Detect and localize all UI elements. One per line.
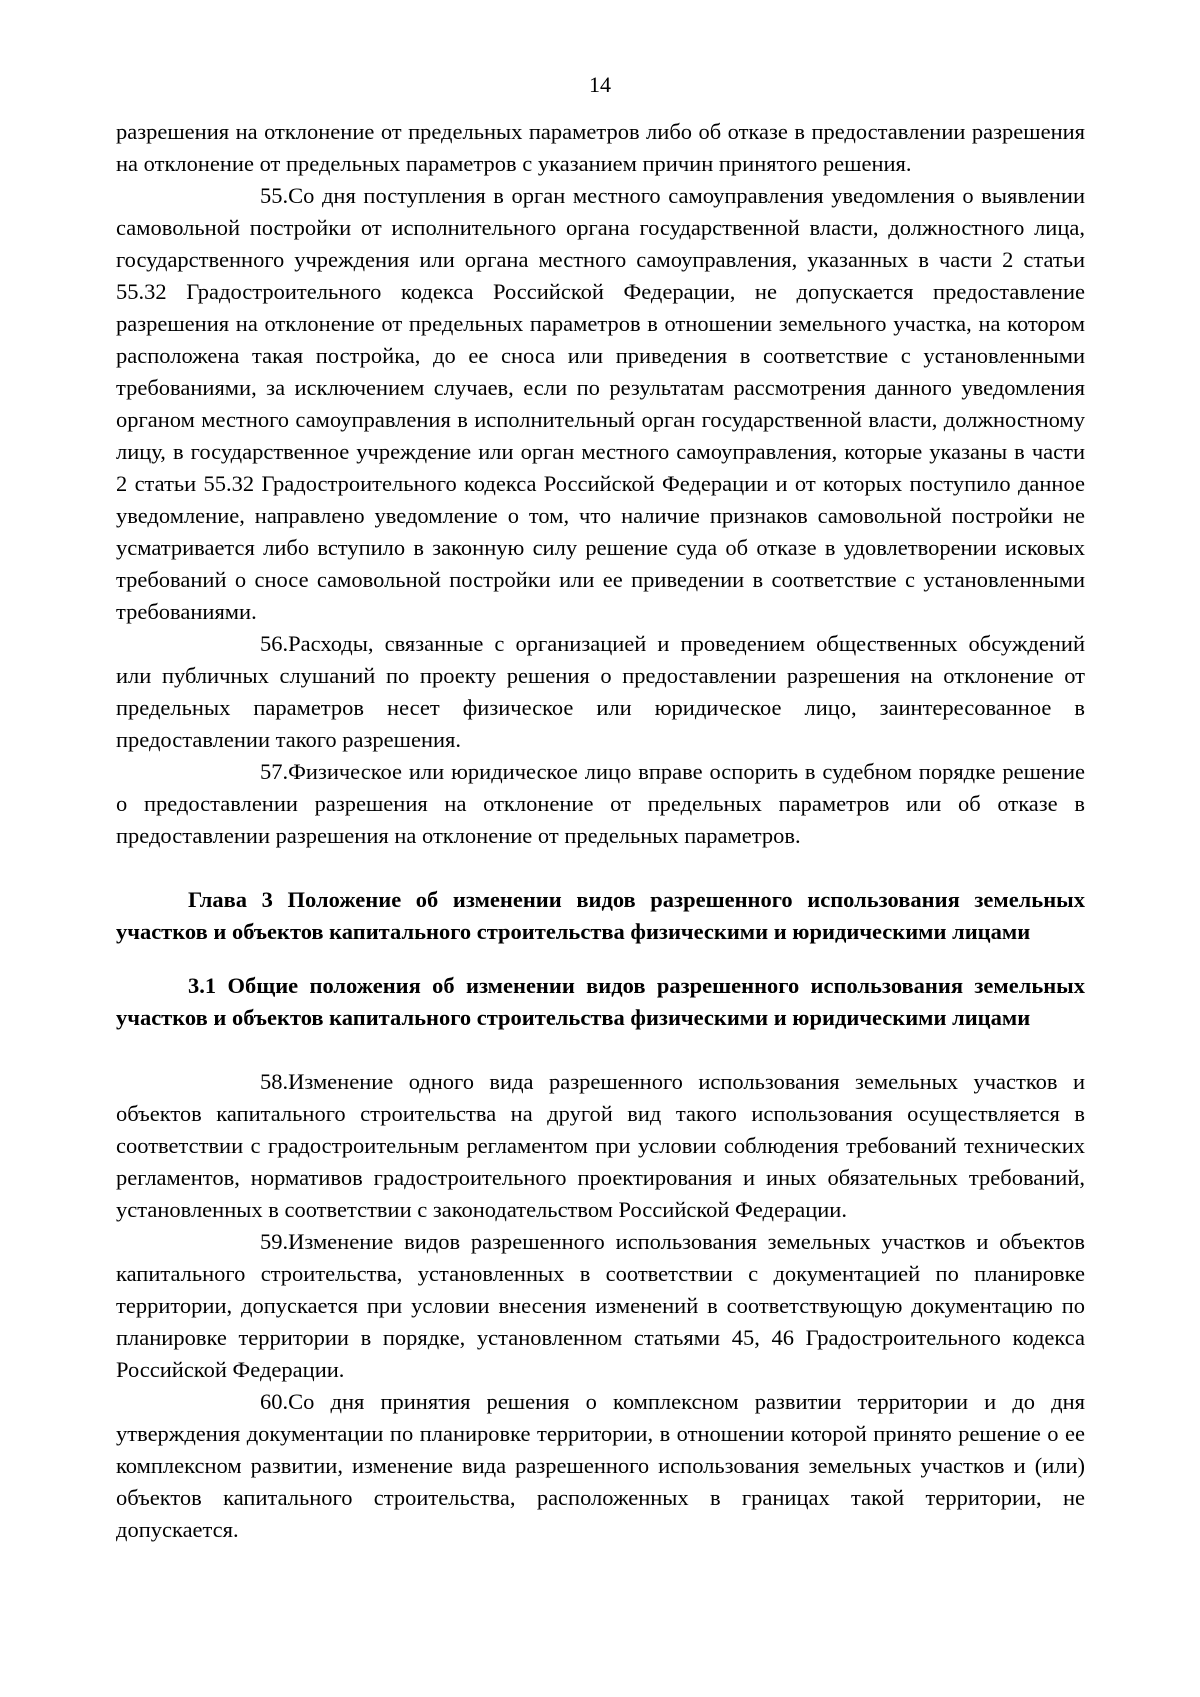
paragraph-58 [116, 1066, 1085, 1226]
paragraph-number: 55. [260, 183, 289, 208]
paragraph-text: Со дня поступления в орган местного самоуправления уведомления о выявлении самовольной постройки от исполнительного органа государственной власти, должностного лица, государственного учреждения или органа местного самоуправления, указанных в части 2 статьи 55.32 Градостроительного кодекса Российской Федерации, не допускается предоставление разрешения на отклонение от предельных параметров в отношении земельного участка, на котором расположена такая постройка, до ее сноса или приведения в соответствие с установленными требованиями, за исключением случаев, если по результатам рассмотрения данного уведомления органом местного самоуправления в исполнительный орган государственной власти, должностному лицу, в государственное учреждение или орган местного самоуправления, которые указаны в части 2 статьи 55.32 Градостроительного кодекса Российской Федерации и от которых поступило данное уведомление, направлено уведомление о том, что наличие признаков самовольной постройки не усматривается либо вступило в законную силу решение суда об отказе в удовлетворении исковых требований о сносе самовольной постройки или ее приведении в соответствие с установленными требованиями. [116, 183, 1085, 624]
paragraph-text: Изменение видов разрешенного использования земельных участков и объектов капитального строительства, установленных в соответствии с документацией по планировке территории, допускается при условии внесения изменений в соответствующую документацию по планировке территории в порядке, установленном статьями 45, 46 Градостроительного кодекса Российской Федерации. [116, 1229, 1085, 1382]
paragraph-text: Физическое или юридическое лицо вправе оспорить в судебном порядке решение о предоставлении разрешения на отклонение от предельных параметров или об отказе в предоставлении разрешения на отклонение от предельных параметров. [116, 759, 1085, 848]
page-number: 14 [589, 72, 611, 97]
paragraph-number: 56. [260, 631, 289, 656]
paragraph-number: 58. [260, 1069, 289, 1094]
paragraph-number: 59. [260, 1229, 289, 1254]
paragraph-text: Изменение одного вида разрешенного использования земельных участков и объектов капитального строительства на другой вид такого использования осуществляется в соответствии с градостроительным регламентом при условии соблюдения требований технических регламентов, нормативов градостроительного проектирования и иных обязательных требований, установленных в соответствии с законодательством Российской Федерации. [116, 1069, 1085, 1222]
paragraph-number: 60. [260, 1389, 289, 1414]
paragraph-continuation: разрешения на отклонение от предельных параметров либо об отказе в предоставлении разрешения на отклонение от предельных параметров с указанием причин принятого решения. [116, 119, 1085, 176]
paragraph-number: 57. [260, 759, 289, 784]
paragraph-text: Расходы, связанные с организацией и проведением общественных обсуждений или публичных слушаний по проекту решения о предоставлении разрешения на отклонение от предельных параметров несет физическое или юридическое лицо, заинтересованное в предоставлении такого разрешения. [116, 631, 1085, 752]
paragraph-57 [116, 756, 1085, 852]
paragraph-55 [116, 180, 1085, 628]
chapter-heading: Глава 3 Положение об изменении видов разрешенного использования земельных участков и объектов капитального строительства физическими и юридическими лицами [116, 887, 1085, 944]
paragraph-60 [116, 1386, 1085, 1546]
document-body [116, 116, 1085, 1546]
paragraph-59 [116, 1226, 1085, 1386]
section-heading: 3.1 Общие положения об изменении видов разрешенного использования земельных участков и объектов капитального строительства физическими и юридическими лицами [116, 973, 1085, 1030]
paragraph-text: Со дня принятия решения о комплексном развитии территории и до дня утверждения документации по планировке территории, в отношении которой принято решение о ее комплексном развитии, изменение вида разрешенного использования земельных участков и (или) объектов капитального строительства, расположенных в границах такой территории, не допускается. [116, 1389, 1085, 1542]
paragraph-56 [116, 628, 1085, 756]
